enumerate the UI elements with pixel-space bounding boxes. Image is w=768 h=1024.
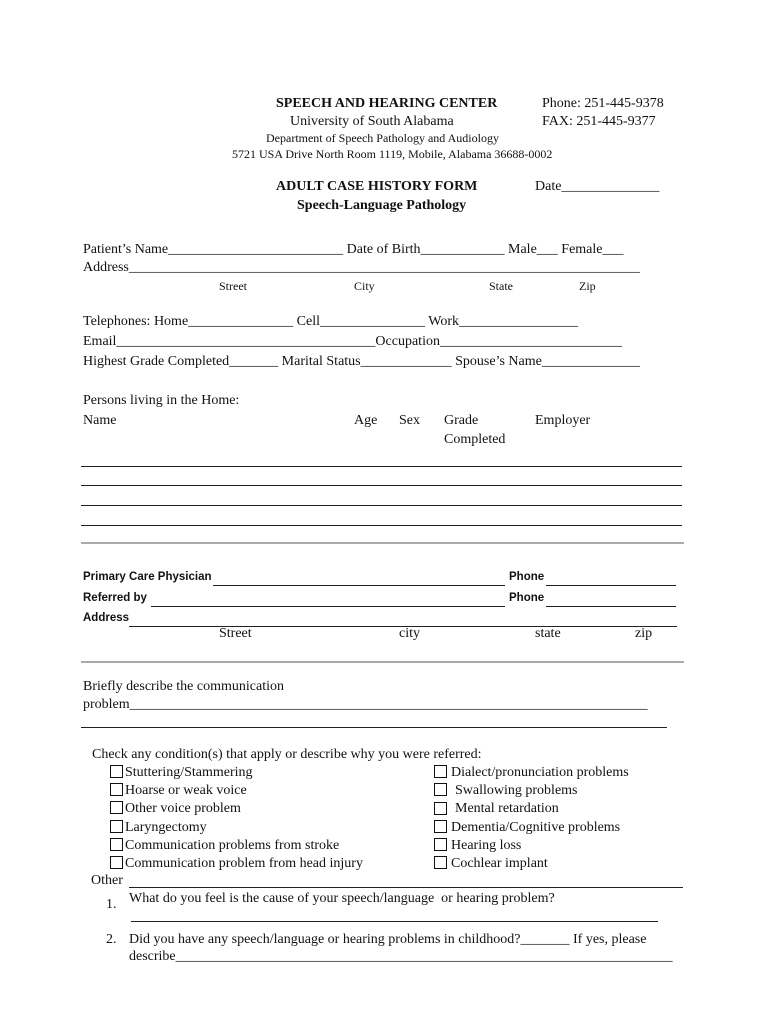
physician-zip-label: zip — [635, 626, 653, 641]
physician-street-label: Street — [219, 626, 252, 641]
condition-label: Swallowing problems — [455, 783, 578, 798]
center-name: SPEECH AND HEARING CENTER — [276, 96, 498, 111]
telephones-field[interactable]: Telephones: Home_______________ Cell_______________ Work_________________ — [83, 314, 578, 329]
patient-line[interactable]: Patient’s Name_________________________ Date of Birth____________ Male___ Female___ — [83, 242, 624, 257]
zip-label: Zip — [579, 279, 596, 293]
household-line[interactable] — [81, 466, 682, 467]
question-2-text[interactable]: Did you have any speech/language or hearing problems in childhood?_______ If yes, please — [129, 932, 647, 947]
condition-label: Hoarse or weak voice — [125, 783, 247, 798]
referred-phone-line[interactable] — [546, 606, 676, 607]
condition-label: Dementia/Cognitive problems — [451, 820, 621, 835]
center-address: 5721 USA Drive North Room 1119, Mobile, Alabama 36688-0002 — [232, 147, 553, 161]
household-title: Persons living in the Home: — [83, 393, 240, 408]
col-employer: Employer — [535, 413, 591, 428]
physician-address-label: Address — [83, 612, 130, 624]
checkbox-other-voice[interactable] — [110, 801, 123, 814]
department-name: Department of Speech Pathology and Audiology — [266, 131, 499, 145]
household-line[interactable] — [81, 505, 682, 506]
checkbox-mental-retardation[interactable] — [434, 802, 447, 815]
checkbox-hearing-loss[interactable] — [434, 838, 447, 851]
checkbox-dementia[interactable] — [434, 820, 447, 833]
street-label: Street — [219, 279, 247, 293]
primary-phone-label: Phone — [509, 571, 545, 583]
city-label: City — [354, 279, 375, 293]
household-line[interactable] — [81, 485, 682, 486]
condition-label: Other voice problem — [125, 801, 241, 816]
grade-marital-field[interactable]: Highest Grade Completed_______ Marital Status_____________ Spouse’s Name______________ — [83, 354, 640, 369]
form-subtitle: Speech-Language Pathology — [297, 198, 467, 213]
question-1-line[interactable] — [131, 921, 658, 922]
checkbox-hoarse-voice[interactable] — [110, 783, 123, 796]
referred-by-line[interactable] — [151, 606, 505, 607]
condition-label: Mental retardation — [455, 801, 559, 816]
col-completed: Completed — [444, 432, 506, 447]
question-2-number: 2. — [106, 932, 117, 947]
condition-label: Communication problem from head injury — [125, 856, 363, 871]
other-line[interactable] — [129, 887, 683, 888]
form-title: ADULT CASE HISTORY FORM — [276, 179, 478, 194]
condition-label: Laryngectomy — [125, 820, 207, 835]
checkbox-head-injury[interactable] — [110, 856, 123, 869]
question-2-describe[interactable]: describe_______________________________________________________________________ — [129, 949, 673, 964]
email-field[interactable]: Email_____________________________________Occupation__________________________ — [83, 334, 622, 349]
col-name: Name — [83, 413, 117, 428]
checkbox-stuttering[interactable] — [110, 765, 123, 778]
household-line[interactable] — [81, 525, 682, 526]
condition-label: Communication problems from stroke — [125, 838, 340, 853]
col-age: Age — [354, 413, 378, 428]
checkbox-swallowing[interactable] — [434, 783, 447, 796]
section-divider — [81, 661, 684, 663]
referred-phone-label: Phone — [509, 592, 545, 604]
center-fax: FAX: 251-445-9377 — [542, 114, 656, 129]
problem-line[interactable] — [81, 727, 667, 728]
physician-city-label: city — [399, 626, 420, 641]
checkbox-dialect[interactable] — [434, 765, 447, 778]
university-name: University of South Alabama — [290, 114, 454, 129]
condition-label: Stuttering/Stammering — [125, 765, 253, 780]
problem-field[interactable]: problem__________________________________________________________________________ — [83, 697, 648, 712]
conditions-intro: Check any condition(s) that apply or describe why you were referred: — [92, 747, 482, 762]
problem-label: Briefly describe the communication — [83, 679, 284, 694]
center-phone: Phone: 251-445-9378 — [542, 96, 664, 111]
col-sex: Sex — [399, 413, 420, 428]
checkbox-cochlear-implant[interactable] — [434, 856, 447, 869]
condition-label: Dialect/pronunciation problems — [451, 765, 629, 780]
checkbox-stroke[interactable] — [110, 838, 123, 851]
referred-by-label: Referred by — [83, 592, 147, 604]
other-label: Other — [91, 873, 123, 888]
primary-phone-line[interactable] — [546, 585, 676, 586]
condition-label: Hearing loss — [451, 838, 522, 853]
section-divider — [81, 542, 684, 544]
primary-physician-label: Primary Care Physician — [83, 571, 212, 583]
primary-physician-line[interactable] — [213, 585, 505, 586]
condition-label: Cochlear implant — [451, 856, 548, 871]
date-field[interactable]: Date______________ — [535, 179, 660, 194]
question-1-number: 1. — [106, 897, 117, 912]
physician-state-label: state — [535, 626, 561, 641]
address-field[interactable]: Address_________________________________________________________________________ — [83, 260, 640, 275]
col-grade: Grade — [444, 413, 479, 428]
question-1-text: What do you feel is the cause of your speech/language or hearing problem? — [129, 891, 555, 906]
checkbox-laryngectomy[interactable] — [110, 820, 123, 833]
state-label: State — [489, 279, 513, 293]
